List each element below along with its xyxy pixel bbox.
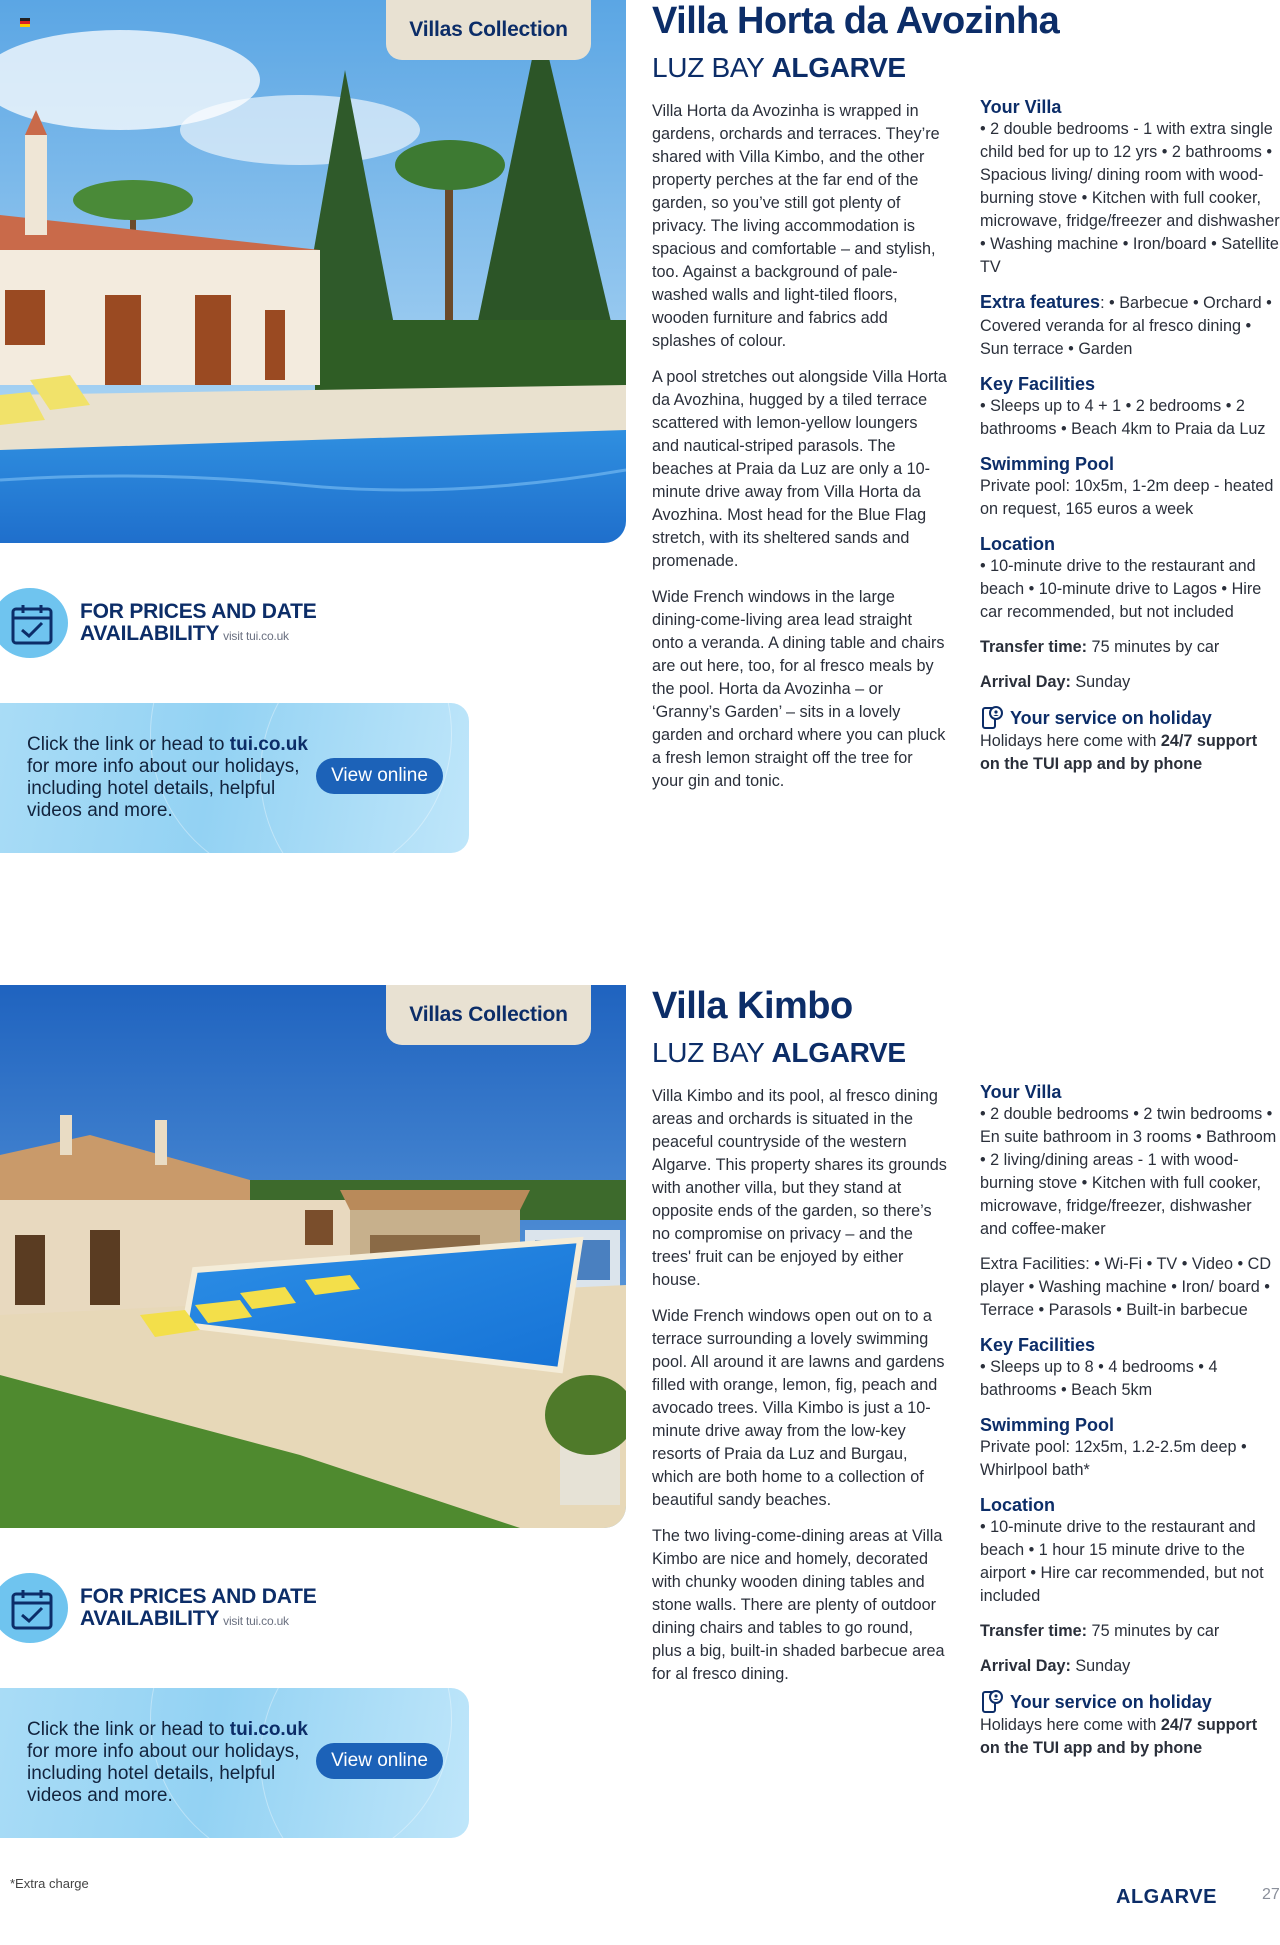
extra-features-heading: Extra features — [980, 292, 1101, 312]
your-villa-text: • 2 double bedrooms - 1 with extra single child bed for up to 12 yrs • 2 bathrooms • Spacious living/ dining room with wood-burning stove • Kitchen with full cooker, microwave, fridge/freezer and dishwasher • Washing machine • Iron/board • Satellite TV — [980, 120, 1280, 276]
your-villa-heading: Your Villa — [980, 97, 1062, 117]
view-online-text — [27, 1719, 317, 1807]
extra-features-text: : • Barbecue • Orchard • Covered veranda for al fresco dining • Sun terrace • Garden — [980, 294, 1272, 358]
service-section — [980, 1690, 1280, 1760]
extra-charge-footnote: *Extra charge — [10, 1876, 89, 1891]
prices-heading: FOR PRICES AND DATE — [80, 600, 317, 623]
region-subtitle — [652, 1037, 906, 1069]
location-heading: Location — [980, 1495, 1055, 1515]
region-prefix: LUZ BAY — [652, 1037, 772, 1068]
description-paragraph: Wide French windows in the large dining-come-living area lead straight onto a veranda. A dining table and chairs are out here, too, for al fresco meals by the pool. Horta da Avozinha – or ‘Granny’s Garden’ – sits in a lovely garden and orchard where you can pluck a fresh lemon straight off the tree for your gin and tonic. — [652, 588, 946, 790]
prices-heading: FOR PRICES AND DATE — [80, 1585, 317, 1608]
arrival-label: Arrival Day: — [980, 673, 1071, 691]
swimming-pool-heading: Swimming Pool — [980, 1415, 1115, 1435]
calendar-check-icon — [0, 588, 68, 658]
transfer-value: 75 minutes by car — [1087, 638, 1220, 656]
extra-features-section — [980, 291, 1280, 361]
availability-label: AVAILABILITY — [80, 1607, 220, 1630]
tui-link[interactable]: tui.co.uk — [229, 734, 308, 755]
calendar-check-icon — [0, 1573, 68, 1643]
view-online-button[interactable]: View online — [316, 1743, 443, 1779]
online-text-part: Click the link or head to — [27, 734, 230, 755]
your-villa-heading: Your Villa — [980, 1082, 1062, 1102]
availability-heading — [80, 1607, 289, 1631]
swimming-pool-section — [980, 453, 1280, 521]
transfer-label: Transfer time: — [980, 638, 1088, 656]
description-paragraph: Wide French windows open out on to a terrace surrounding a lovely swimming pool. All around it are lawns and gardens filled with orange, lemon, fig, peach and avocado trees. Villa Kimbo is just a 10-minute drive away from the low-key resorts of Praia da Luz and Burgau, which are both home to a collection of beautiful sandy beaches. — [652, 1307, 945, 1509]
service-section — [980, 706, 1280, 776]
region-subtitle — [652, 52, 906, 84]
visit-link[interactable]: visit tui.co.uk — [223, 629, 289, 643]
location-text: • 10-minute drive to the restaurant and beach • 10-minute drive to Lagos • Hire car recommended, but not included — [980, 557, 1262, 621]
service-text-bold: 24/7 support on the TUI app and by phone — [980, 1716, 1258, 1757]
villa-photo — [0, 0, 626, 543]
view-online-button[interactable]: View online — [316, 758, 443, 794]
swimming-pool-text: Private pool: 12x5m, 1.2-2.5m deep • Whirlpool bath* — [980, 1438, 1247, 1479]
description-paragraph: Villa Kimbo and its pool, al fresco dining areas and orchards is situated in the peaceful countryside of the western Algarve. This property shares its grounds with another villa, but they stand at opposite ends of the garden, so there’s no compromise on privacy – and the trees' fruit can be enjoyed by either house. — [652, 1087, 947, 1289]
flag-icon — [20, 18, 30, 27]
service-text-part: Holidays here come with — [980, 732, 1161, 750]
transfer-time — [980, 1620, 1280, 1643]
key-facilities-section — [980, 1334, 1280, 1402]
service-text — [980, 1714, 1280, 1760]
phone-support-icon — [980, 706, 1004, 730]
villa-kimbo-section — [0, 985, 1280, 1945]
your-villa-section — [980, 96, 1280, 279]
location-section — [980, 1494, 1280, 1608]
extra-facilities-text: Extra Facilities: • Wi-Fi • TV • Video • CD player • Washing machine • Iron/ board • Terrace • Parasols • Built-in barbecue — [980, 1255, 1272, 1319]
service-heading: Your service on holiday — [1010, 708, 1212, 728]
description-paragraph: The two living-come-dining areas at Villa Kimbo are nice and homely, decorated with chunky wooden dining tables and stone walls. There are plenty of outdoor dining chairs and tables to go round, plus a big, built-in shaded barbecue area for al fresco dining. — [652, 1527, 945, 1683]
key-facilities-text: • Sleeps up to 8 • 4 bedrooms • 4 bathrooms • Beach 5km — [980, 1358, 1218, 1399]
your-villa-section — [980, 1081, 1280, 1241]
swimming-pool-text: Private pool: 10x5m, 1-2m deep - heated on request, 165 euros a week — [980, 477, 1274, 518]
swimming-pool-section — [980, 1414, 1280, 1482]
arrival-value: Sunday — [1070, 1657, 1131, 1675]
description-column — [652, 1085, 947, 1699]
villa-title: Villa Horta da Avozinha — [652, 0, 1060, 42]
arrival-day — [980, 1655, 1280, 1678]
footer-region: ALGARVE — [1116, 1886, 1217, 1908]
visit-link[interactable]: visit tui.co.uk — [223, 1614, 289, 1628]
key-facilities-heading: Key Facilities — [980, 374, 1096, 394]
region-name: ALGARVE — [771, 52, 906, 83]
location-section — [980, 533, 1280, 624]
location-heading: Location — [980, 534, 1055, 554]
view-online-text — [27, 734, 317, 822]
swimming-pool-heading: Swimming Pool — [980, 454, 1115, 474]
key-facilities-section — [980, 373, 1280, 441]
service-text-bold: 24/7 support on the TUI app and by phone — [980, 732, 1258, 773]
service-text-part: Holidays here come with — [980, 1716, 1161, 1734]
arrival-label: Arrival Day: — [980, 1657, 1071, 1675]
prices-availability — [0, 1573, 420, 1645]
view-online-banner — [0, 703, 469, 853]
transfer-value: 75 minutes by car — [1087, 1622, 1220, 1640]
service-text — [980, 730, 1280, 776]
description-column — [652, 100, 947, 806]
details-column — [980, 96, 1280, 788]
arrival-day — [980, 671, 1280, 694]
prices-availability — [0, 588, 420, 660]
service-heading: Your service on holiday — [1010, 1692, 1212, 1712]
page-number: 27 — [1262, 1886, 1280, 1903]
key-facilities-heading: Key Facilities — [980, 1335, 1096, 1355]
description-paragraph: Villa Horta da Avozinha is wrapped in gardens, orchards and terraces. They’re shared with Villa Kimbo, and the other property perches at the far end of the garden, so you’ve still got plenty of privacy. The living accommodation is spacious and comfortable – and stylish, too. Against a background of pale-washed walls and light-tiled floors, wooden furniture and fabrics add splashes of colour. — [652, 102, 940, 350]
collection-tab: Villas Collection — [386, 0, 591, 60]
online-text-part: for more info about our holidays, including hotel details, helpful videos and more. — [27, 1741, 300, 1806]
villa-horta-da-avozinha-section — [0, 0, 1280, 960]
villa-photo — [0, 985, 626, 1528]
arrival-value: Sunday — [1070, 673, 1131, 691]
collection-tab: Villas Collection — [386, 985, 591, 1045]
key-facilities-text: • Sleeps up to 4 + 1 • 2 bedrooms • 2 bathrooms • Beach 4km to Praia da Luz — [980, 397, 1266, 438]
online-text-part: Click the link or head to — [27, 1719, 230, 1740]
villa-title: Villa Kimbo — [652, 985, 853, 1027]
description-paragraph: A pool stretches out alongside Villa Horta da Avozhina, hugged by a tiled terrace scattered with lemon-yellow loungers and nautical-striped parasols. The beaches at Praia da Luz are only a 10-minute drive away from Villa Horta da Avozhina. Most head for the Blue Flag stretch, with its sheltered sands and promenade. — [652, 368, 947, 570]
phone-support-icon — [980, 1690, 1004, 1714]
details-column — [980, 1081, 1280, 1772]
availability-heading — [80, 622, 289, 646]
region-prefix: LUZ BAY — [652, 52, 772, 83]
transfer-time — [980, 636, 1280, 659]
transfer-label: Transfer time: — [980, 1622, 1088, 1640]
your-villa-text: • 2 double bedrooms • 2 twin bedrooms • En suite bathroom in 3 rooms • Bathroom • 2 living/dining areas - 1 with wood-burning stove • Kitchen with full cooker, microwave, fridge/freezer, dishwasher and coffee-maker — [980, 1105, 1277, 1238]
online-text-part: for more info about our holidays, including hotel details, helpful videos and more. — [27, 756, 300, 821]
tui-link[interactable]: tui.co.uk — [229, 1719, 308, 1740]
region-name: ALGARVE — [771, 1037, 906, 1068]
availability-label: AVAILABILITY — [80, 622, 220, 645]
location-text: • 10-minute drive to the restaurant and beach • 1 hour 15 minute drive to the airport • Hire car recommended, but not included — [980, 1518, 1264, 1605]
view-online-banner — [0, 1688, 469, 1838]
